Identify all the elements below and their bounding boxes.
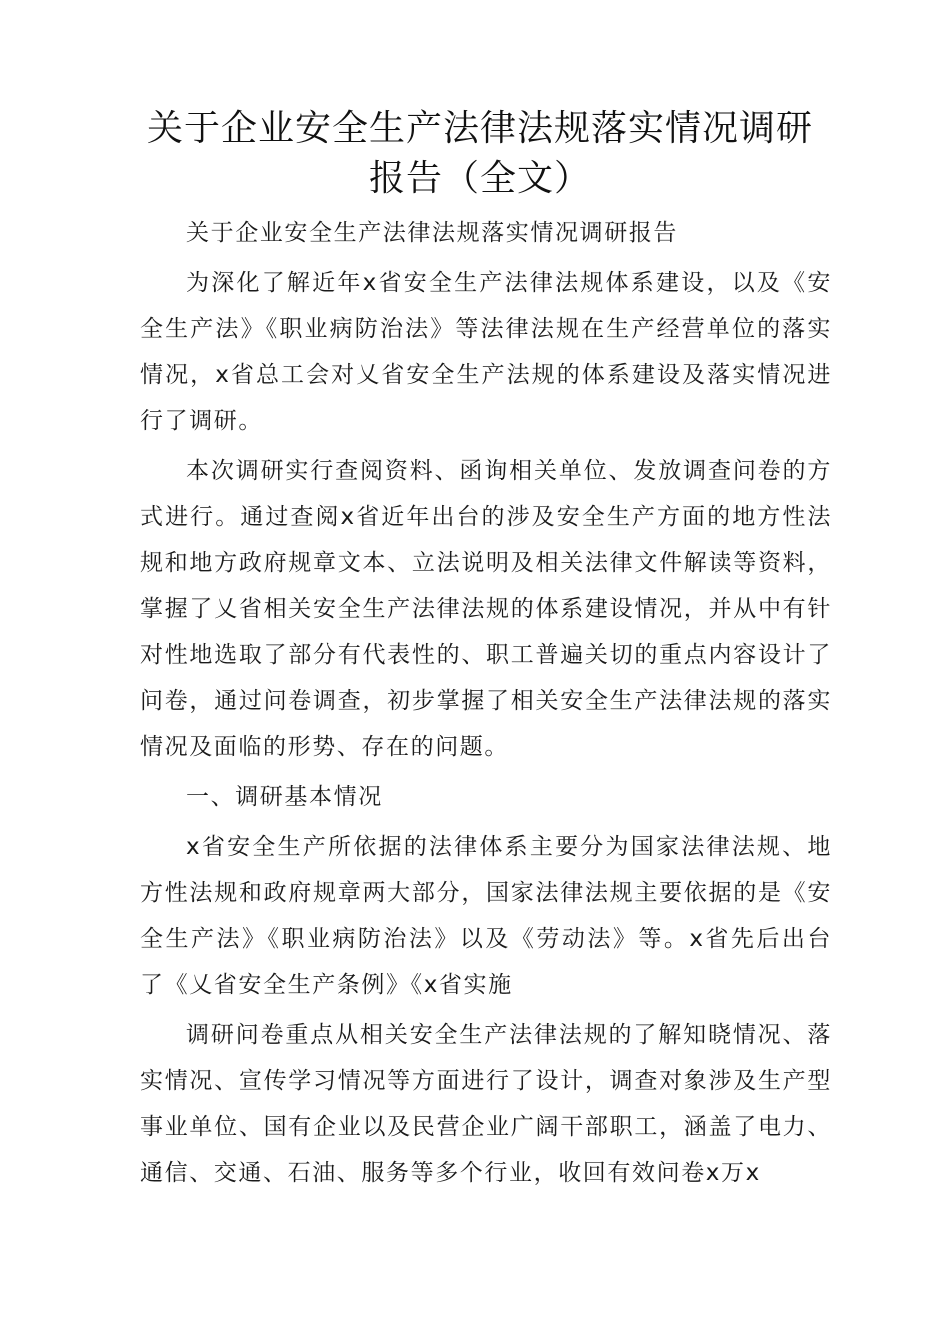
paragraph-intro: 为深化了解近年x省安全生产法律法规体系建设，以及《安全生产法》《职业病防治法》等法律法规在生产经营单位的落实情况，x省总工会对乂省安全生产法规的体系建设及落实情况进行了调研。 <box>140 270 832 434</box>
document-title: 关于企业安全生产法律法规落实情况调研报告（全文） <box>146 108 813 199</box>
document-subtitle: 关于企业安全生产法律法规落实情况调研报告 <box>186 220 678 246</box>
paragraph-questionnaire: 调研问卷重点从相关安全生产法律法规的了解知晓情况、落实情况、宣传学习情况等方面进行了设计，调查对象涉及生产型事业单位、国有企业以及民营企业广阔干部职工，涵盖了电力、通信、交通、石油、服务等多个行业，收回有效问卷x万x <box>140 1022 832 1186</box>
section-heading: 一、调研基本情况 <box>186 784 383 810</box>
document-body <box>140 210 832 1196</box>
paragraph-legal-system: x省安全生产所依据的法律体系主要分为国家法律法规、地方性法规和政府规章两大部分，国家法律法规主要依据的是《安全生产法》《职业病防治法》以及《劳动法》等。x省先后出台了《乂省安全生产条例》《x省实施 <box>140 834 832 998</box>
paragraph-method: 本次调研实行查阅资料、函询相关单位、发放调查问卷的方式进行。通过查阅x省近年出台的涉及安全生产方面的地方性法规和地方政府规章文本、立法说明及相关法律文件解读等资料，掌握了乂省相关安全生产法律法规的体系建设情况，并从中有针对性地选取了部分有代表性的、职工普遍关切的重点内容设计了问卷，通过问卷调查，初步掌握了相关安全生产法律法规的落实情况及面临的形势、存在的问题。 <box>140 458 832 760</box>
